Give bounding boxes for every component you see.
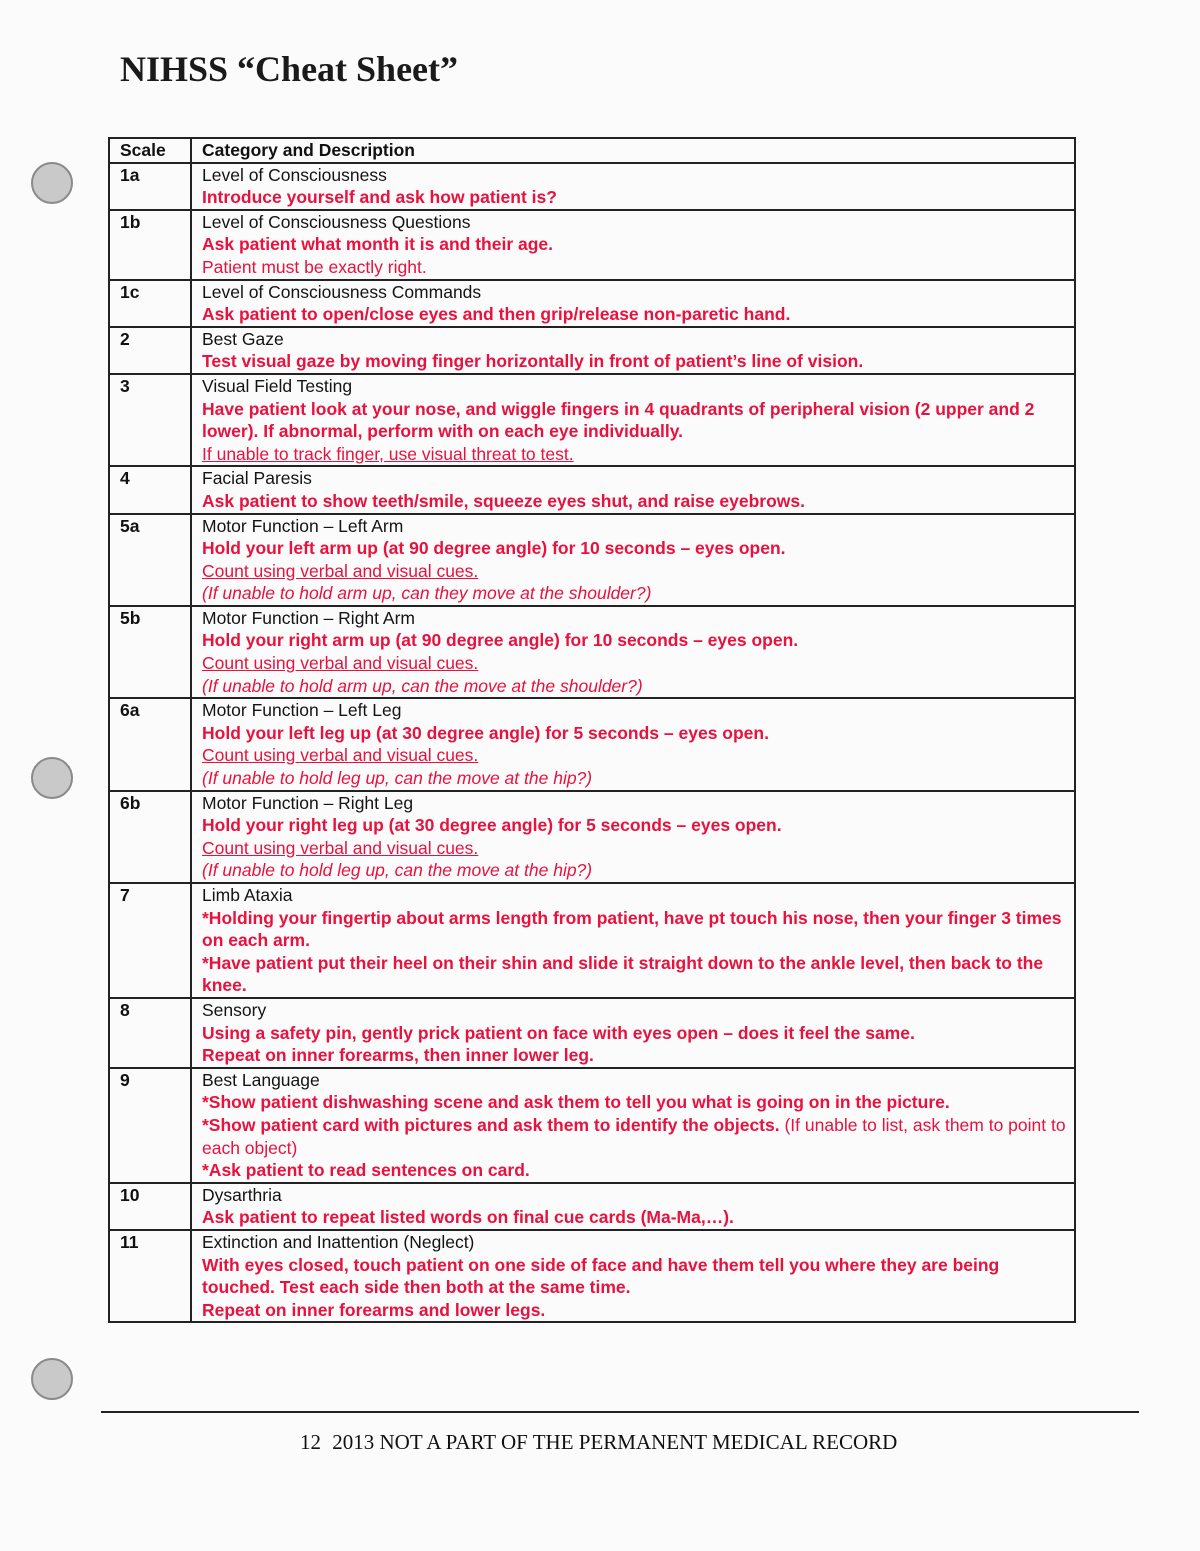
category-title: Motor Function – Left Leg	[202, 700, 402, 721]
scale-cell: 10	[109, 1183, 191, 1230]
scale-cell: 1c	[109, 280, 191, 327]
scale-cell: 8	[109, 998, 191, 1068]
instruction-text: Ask patient what month it is and their age.	[202, 234, 554, 255]
instruction-text: Repeat on inner forearms and lower legs.	[202, 1299, 546, 1320]
instruction-line	[202, 582, 1066, 605]
instruction-line	[202, 560, 1066, 583]
page-title: NIHSS “Cheat Sheet”	[120, 49, 459, 89]
instruction-text: *Show patient dishwashing scene and ask them to tell you what is going on in the picture.	[202, 1092, 950, 1113]
category-title: Level of Consciousness Questions	[202, 211, 471, 232]
instruction-text: Patient must be exactly right.	[202, 256, 427, 277]
instruction-line	[202, 859, 1066, 882]
instruction-text: (If unable to hold arm up, can they move at the shoulder?)	[202, 583, 652, 604]
scale-cell: 11	[109, 1230, 191, 1322]
category-cell	[191, 1230, 1075, 1322]
category-cell	[191, 163, 1075, 210]
category-title: Motor Function – Right Arm	[202, 607, 415, 628]
scale-cell: 7	[109, 883, 191, 998]
instruction-text: *Holding your fingertip about arms length from patient, have pt touch his nose, then your finger 3 times on each arm.	[202, 907, 1062, 951]
category-title: Facial Paresis	[202, 468, 312, 489]
category-title: Best Language	[202, 1069, 320, 1090]
instruction-line	[202, 767, 1066, 790]
instruction-text: Hold your right arm up (at 90 degree angle) for 10 seconds – eyes open.	[202, 630, 799, 651]
category-cell	[191, 327, 1075, 374]
instruction-text: Count using verbal and visual cues.	[202, 837, 479, 858]
category-cell	[191, 698, 1075, 790]
instruction-line	[202, 1044, 1066, 1067]
instruction-line	[202, 1159, 1066, 1182]
instruction-line	[202, 1091, 1066, 1114]
category-cell	[191, 210, 1075, 280]
instruction-text: Have patient look at your nose, and wiggle fingers in 4 quadrants of peripheral vision (2 upper and 2 lower). If abnormal, perform with on each eye individually.	[202, 398, 1035, 442]
table-row	[109, 210, 1075, 280]
instruction-text: Ask patient to open/close eyes and then grip/release non-paretic hand.	[202, 304, 791, 325]
footer	[300, 1430, 1020, 1455]
instruction-line	[202, 1206, 1066, 1229]
binder-hole-middle	[31, 757, 73, 799]
instruction-text: *Have patient put their heel on their shin and slide it straight down to the ankle level, then back to the knee.	[202, 952, 1044, 996]
instruction-text: Hold your left arm up (at 90 degree angle) for 10 seconds – eyes open.	[202, 538, 786, 559]
table-header-row	[109, 138, 1075, 163]
instruction-line	[202, 350, 1066, 373]
instruction-line	[202, 722, 1066, 745]
table-row	[109, 466, 1075, 513]
footer-rule	[101, 1411, 1139, 1413]
category-cell	[191, 466, 1075, 513]
instruction-line	[202, 952, 1066, 997]
category-cell	[191, 998, 1075, 1068]
table-row	[109, 883, 1075, 998]
category-cell	[191, 514, 1075, 606]
table-row	[109, 1183, 1075, 1230]
instruction-line	[202, 652, 1066, 675]
instruction-line	[202, 629, 1066, 652]
instruction-line	[202, 675, 1066, 698]
footer-notice: 2013 NOT A PART OF THE PERMANENT MEDICAL RECORD	[332, 1430, 898, 1454]
instruction-text: Hold your right leg up (at 30 degree angle) for 5 seconds – eyes open.	[202, 815, 782, 836]
instruction-line	[202, 1114, 1066, 1159]
header-category: Category and Description	[191, 138, 1075, 163]
instruction-line	[202, 443, 1066, 466]
category-title: Visual Field Testing	[202, 375, 353, 396]
header-scale: Scale	[109, 138, 191, 163]
instruction-line	[202, 490, 1066, 513]
category-cell	[191, 791, 1075, 883]
instruction-text: Introduce yourself and ask how patient is?	[202, 187, 557, 208]
table-row	[109, 280, 1075, 327]
instruction-line	[202, 837, 1066, 860]
scale-cell: 9	[109, 1068, 191, 1183]
binder-hole-bottom	[31, 1358, 73, 1400]
category-title: Extinction and Inattention (Neglect)	[202, 1231, 475, 1252]
instruction-line	[202, 814, 1066, 837]
table-row	[109, 606, 1075, 698]
instruction-note: (If unable to list, ask them to point to each object)	[202, 1114, 1066, 1158]
instruction-text: Count using verbal and visual cues.	[202, 745, 479, 766]
instruction-text: (If unable to hold arm up, can the move at the shoulder?)	[202, 675, 643, 696]
instruction-text: *Show patient card with pictures and ask them to identify the objects.	[202, 1114, 780, 1135]
instruction-text: Count using verbal and visual cues.	[202, 653, 479, 674]
table-row	[109, 1230, 1075, 1322]
instruction-line	[202, 537, 1066, 560]
instruction-text: (If unable to hold leg up, can the move at the hip?)	[202, 768, 593, 789]
category-title: Limb Ataxia	[202, 885, 293, 905]
category-title: Motor Function – Right Leg	[202, 792, 414, 813]
instruction-line	[202, 186, 1066, 209]
category-title: Level of Consciousness	[202, 164, 387, 185]
scale-cell: 1a	[109, 163, 191, 210]
category-cell	[191, 883, 1075, 998]
table-row	[109, 1068, 1075, 1183]
scale-cell: 5a	[109, 514, 191, 606]
table-row	[109, 163, 1075, 210]
instruction-text: Ask patient to repeat listed words on final cue cards (Ma-Ma,…).	[202, 1207, 734, 1228]
table-row	[109, 374, 1075, 466]
table-row	[109, 698, 1075, 790]
instruction-line	[202, 256, 1066, 279]
category-cell	[191, 1183, 1075, 1230]
table-row	[109, 327, 1075, 374]
instruction-line	[202, 398, 1066, 443]
table-row	[109, 791, 1075, 883]
instruction-text: (If unable to hold leg up, can the move at the hip?)	[202, 860, 593, 881]
scale-cell: 6a	[109, 698, 191, 790]
table-row	[109, 514, 1075, 606]
table-row	[109, 998, 1075, 1068]
scale-cell: 4	[109, 466, 191, 513]
scale-cell: 1b	[109, 210, 191, 280]
category-title: Level of Consciousness Commands	[202, 281, 482, 302]
category-title: Sensory	[202, 999, 267, 1020]
category-cell	[191, 1068, 1075, 1183]
category-title: Best Gaze	[202, 328, 284, 349]
instruction-line	[202, 744, 1066, 767]
instruction-line	[202, 303, 1066, 326]
category-title: Motor Function – Left Arm	[202, 515, 404, 536]
category-cell	[191, 374, 1075, 466]
instruction-text: Using a safety pin, gently prick patient on face with eyes open – does it feel the same.	[202, 1022, 915, 1043]
nihss-table	[108, 137, 1076, 1323]
category-cell	[191, 280, 1075, 327]
instruction-text: If unable to track finger, use visual threat to test.	[202, 443, 574, 464]
instruction-text: With eyes closed, touch patient on one side of face and have them tell you where they are being touched. Test each side then both at the same time.	[202, 1254, 1000, 1298]
instruction-line	[202, 233, 1066, 256]
instruction-line	[202, 1022, 1066, 1045]
category-title: Dysarthria	[202, 1184, 282, 1205]
instruction-text: Hold your left leg up (at 30 degree angle) for 5 seconds – eyes open.	[202, 722, 769, 743]
scale-cell: 5b	[109, 606, 191, 698]
instruction-text: Count using verbal and visual cues.	[202, 560, 479, 581]
table-body	[109, 163, 1075, 1323]
scale-cell: 3	[109, 374, 191, 466]
instruction-line	[202, 1299, 1066, 1322]
instruction-text: Test visual gaze by moving finger horizontally in front of patient’s line of vision.	[202, 351, 864, 372]
instruction-text: Repeat on inner forearms, then inner lower leg.	[202, 1045, 594, 1066]
instruction-line	[202, 1254, 1066, 1299]
instruction-text: Ask patient to show teeth/smile, squeeze eyes shut, and raise eyebrows.	[202, 490, 805, 511]
instruction-line	[202, 907, 1066, 952]
scale-cell: 6b	[109, 791, 191, 883]
category-cell	[191, 606, 1075, 698]
instruction-text: *Ask patient to read sentences on card.	[202, 1160, 530, 1181]
footer-page-number: 12	[300, 1430, 321, 1454]
scale-cell: 2	[109, 327, 191, 374]
binder-hole-top	[31, 162, 73, 204]
